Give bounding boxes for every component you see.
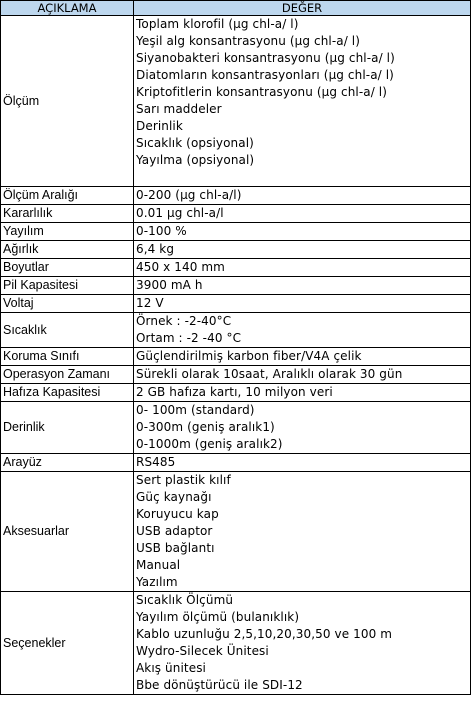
value-line: Ortam : -2 -40 °C: [136, 331, 242, 345]
value-line: 6,4 kg: [136, 242, 175, 256]
row-value: [134, 592, 471, 695]
row-value: [134, 205, 471, 223]
table-row: [1, 16, 471, 187]
row-value: [134, 366, 471, 384]
table-row: [1, 277, 471, 295]
row-value: [134, 402, 471, 454]
spec-body: [1, 16, 471, 695]
value-line: Koruyucu kap: [136, 507, 219, 521]
header-row: [1, 1, 471, 16]
row-value: [134, 295, 471, 313]
row-label: Operasyon Zamanı: [1, 366, 134, 384]
value-line: Toplam klorofil (µg chl-a/ l): [136, 17, 299, 31]
table-row: [1, 187, 471, 205]
table-row: [1, 366, 471, 384]
value-line: Örnek : -2-40°C: [136, 314, 232, 328]
value-line: Siyanobakteri konsantrasyonu (µg chl-a/ l): [136, 51, 395, 65]
row-value: [134, 241, 471, 259]
table-row: [1, 384, 471, 402]
row-value: [134, 259, 471, 277]
value-line: 12 V: [136, 296, 164, 310]
value-line: Diatomların konsantrasyonları (µg chl-a/ l): [136, 68, 394, 82]
value-line: Bbe dönüştürücü ile SDI-12: [136, 678, 303, 692]
header-description: AÇIKLAMA: [1, 1, 134, 16]
row-label: Ölçüm: [1, 16, 134, 187]
row-value: [134, 313, 471, 348]
value-line: Akış ünitesi: [136, 661, 206, 675]
row-label: Pil Kapasitesi: [1, 277, 134, 295]
value-line: Wydro-Silecek Ünitesi: [136, 644, 269, 658]
row-value: [134, 187, 471, 205]
row-label: Aksesuarlar: [1, 472, 134, 592]
header-value: DEĞER: [134, 1, 471, 16]
value-line: Yazılım: [136, 575, 178, 589]
value-line: Güç kaynağı: [136, 490, 212, 504]
value-line: Yayılma (opsiyonal): [136, 153, 255, 167]
row-label: Yayılım: [1, 223, 134, 241]
row-value: [134, 223, 471, 241]
row-label: Arayüz: [1, 454, 134, 472]
value-line: 0- 100m (standard): [136, 403, 255, 417]
value-line: Yayılım ölçümü (bulanıklık): [136, 610, 300, 624]
table-row: [1, 295, 471, 313]
value-line: Yeşil alg konsantrasyonu (µg chl-a/ l): [136, 34, 361, 48]
value-line: 0.01 µg chl-a/l: [136, 206, 224, 220]
value-line: 0-300m (geniş aralık1): [136, 420, 275, 434]
value-line: Kablo uzunluğu 2,5,10,20,30,50 ve 100 m: [136, 627, 393, 641]
table-row: [1, 223, 471, 241]
table-row: [1, 313, 471, 348]
table-row: [1, 241, 471, 259]
row-label: Hafıza Kapasitesi: [1, 384, 134, 402]
value-line: 3900 mA h: [136, 278, 203, 292]
value-line: Sıcaklık (opsiyonal): [136, 136, 254, 150]
value-line: Sert plastik kılıf: [136, 473, 231, 487]
row-label: Koruma Sınıfı: [1, 348, 134, 366]
row-label: Boyutlar: [1, 259, 134, 277]
row-value: [134, 384, 471, 402]
value-line: USB adaptor: [136, 524, 213, 538]
value-line: 450 x 140 mm: [136, 260, 225, 274]
value-line: 0-100 %: [136, 224, 187, 238]
value-line: Derinlik: [136, 119, 183, 133]
row-value: [134, 16, 471, 187]
table-row: [1, 592, 471, 695]
row-value: [134, 348, 471, 366]
table-row: [1, 454, 471, 472]
row-label: Kararlılık: [1, 205, 134, 223]
value-line: 0-200 (µg chl-a/l): [136, 188, 242, 202]
value-line: RS485: [136, 455, 176, 469]
table-row: [1, 472, 471, 592]
row-label: Ağırlık: [1, 241, 134, 259]
row-label: Voltaj: [1, 295, 134, 313]
table-row: [1, 259, 471, 277]
value-line: Manual: [136, 558, 181, 572]
row-label: Ölçüm Aralığı: [1, 187, 134, 205]
row-label: Sıcaklık: [1, 313, 134, 348]
value-line: Sıcaklık Ölçümü: [136, 593, 234, 607]
row-label: Derinlik: [1, 402, 134, 454]
table-row: [1, 348, 471, 366]
value-line: 0-1000m (geniş aralık2): [136, 437, 283, 451]
value-line: USB bağlantı: [136, 541, 215, 555]
table-row: [1, 402, 471, 454]
table-row: [1, 205, 471, 223]
row-label: Seçenekler: [1, 592, 134, 695]
value-line: Kriptofitlerin konsantrasyonu (µg chl-a/ l): [136, 85, 388, 99]
value-line: Güçlendirilmiş karbon fiber/V4A çelik: [136, 349, 362, 363]
row-value: [134, 472, 471, 592]
row-value: [134, 277, 471, 295]
value-line: Sarı maddeler: [136, 102, 222, 116]
value-line: 2 GB hafıza kartı, 10 milyon veri: [136, 385, 333, 399]
row-value: [134, 454, 471, 472]
value-line: Sürekli olarak 10saat, Aralıklı olarak 30 gün: [136, 367, 403, 381]
